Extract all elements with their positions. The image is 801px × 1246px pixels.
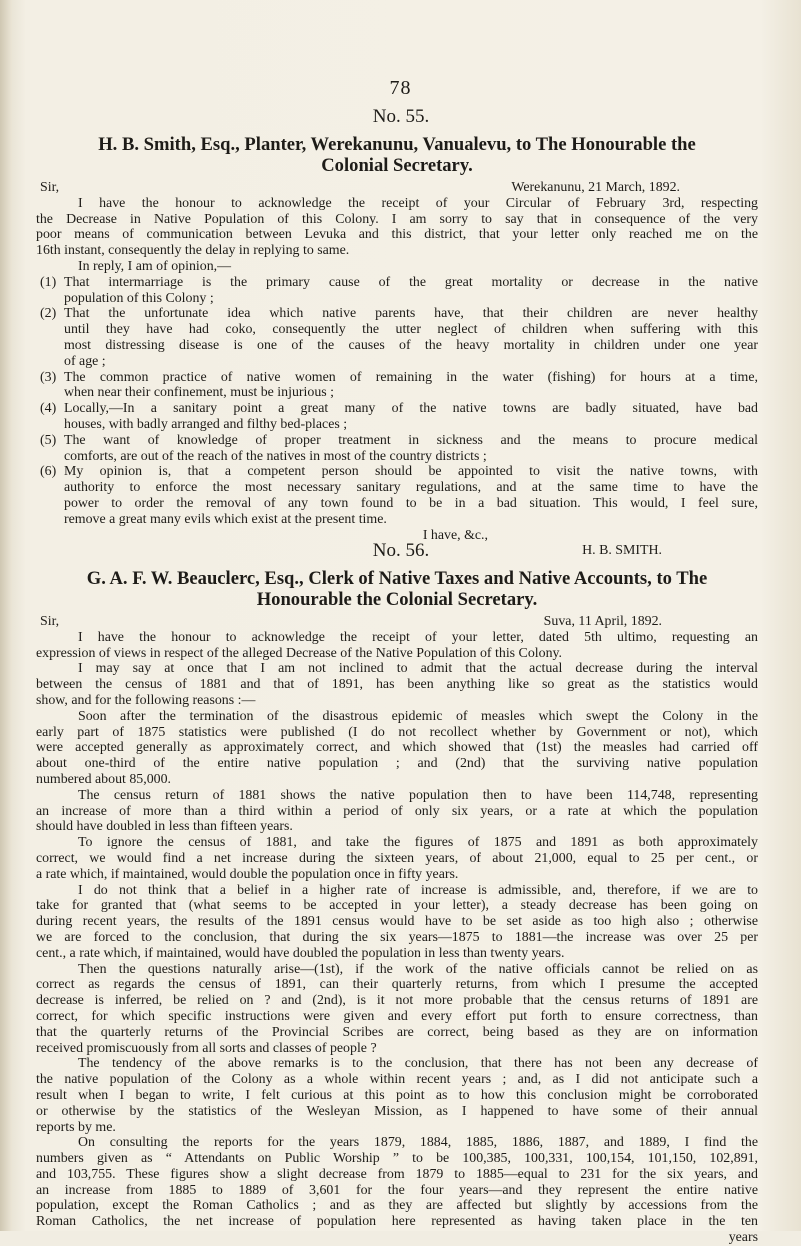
text-line: take for granted that (what seems to be accepted in your letter), a steady decrease has been going on: [36, 898, 758, 914]
letter-number: No. 56.: [372, 540, 430, 561]
item-line: The common practice of native women of remaining in the water (fishing) for hours at a time,: [64, 369, 758, 385]
letter-number: No. 55.: [372, 106, 430, 127]
text-line: an increase from 1885 to 1889 of 3,601 for the four years—and they represent the entire native: [36, 1182, 758, 1198]
text-line: show, and for the following reasons :—: [36, 692, 256, 708]
item-number: (3): [40, 369, 57, 385]
text-line: numbered about 85,000.: [36, 771, 172, 787]
intro-paragraph: [36, 196, 758, 275]
text-line: about one-third of the entire native population ; and (2nd) that the surviving native population: [36, 756, 758, 772]
item-line: until they have had coko, consequently the utter neglect of children when suffering with this: [64, 322, 758, 338]
text-line: early part of 1875 statistics were published (I do not recollect whether by Government or not), which: [36, 724, 758, 740]
item-line: That the unfortunate idea which native parents have, that their children are never healthy: [64, 306, 758, 322]
letter-55: [36, 106, 758, 559]
text-line: poor means of communication between Levuka and this district, that your letter only reached me on the: [36, 227, 758, 243]
text-line: correct, we would find a net increase during the sixteen years, of about 21,000, equal to 25 per cent., or: [36, 850, 758, 866]
text-line: between the census of 1881 and that of 1891, has been anything like so great as the statistics would: [36, 677, 758, 693]
text-line: numbers given as “ Attendants on Public Worship ” to be 100,385, 100,331, 100,154, 101,150, 102,891,: [36, 1151, 758, 1167]
item-line: That intermarriage is the primary cause of the great mortality or decrease in the native: [64, 274, 758, 290]
text-line: In reply, I am of opinion,—: [78, 258, 232, 274]
letter-title: [36, 568, 758, 610]
title-line: Colonial Secretary.: [321, 155, 473, 176]
salutation: Sir,: [40, 180, 60, 195]
salutation: Sir,: [40, 614, 60, 629]
text-line: On consulting the reports for the years 1879, 1884, 1885, 1886, 1887, and 1889, I find the: [78, 1135, 758, 1151]
text-line: Then the questions naturally arise—(1st), if the work of the native officials cannot be relied on as: [78, 961, 758, 977]
text-line: were accepted generally as approximately correct, and which showed that (1st) the measles had carried off: [36, 740, 758, 756]
text-line: cent., a rate which, if maintained, would have doubled the population in less than twenty years.: [36, 945, 565, 961]
item-number: (5): [40, 432, 57, 448]
text-line: I have the honour to acknowledge the receipt of your Circular of February 3rd, respecting: [78, 195, 758, 211]
letter-title: [36, 134, 758, 176]
text-line: Soon after the termination of the disastrous epidemic of measles which swept the Colony in the: [78, 708, 758, 724]
list-item: [36, 306, 758, 369]
item-line: of age ;: [64, 353, 106, 369]
text-line: population, except the Roman Catholics ; and as they are affected but slightly by accessions from the: [36, 1198, 758, 1214]
text-line: I have the honour to acknowledge the receipt of your letter, dated 5th ultimo, requesting an: [78, 629, 758, 645]
paragraph: [36, 709, 758, 788]
letter-56: [36, 540, 758, 1246]
place-date: Suva, 11 April, 1892.: [543, 614, 662, 629]
paragraph: [36, 661, 758, 708]
item-number: (2): [40, 306, 57, 322]
item-line: houses, with badly arranged and filthy bed-places ;: [64, 416, 348, 432]
list-item: [36, 275, 758, 307]
item-line: most distressing disease is one of the causes of the heavy mortality in children under one year: [64, 337, 758, 353]
text-line: Roman Catholics, the net increase of population here represented as having taken place in the ten: [36, 1214, 758, 1230]
place-date: Werekanunu, 21 March, 1892.: [511, 180, 680, 195]
item-line: Locally,—In a sanitary point a great many of the native towns are badly situated, have bad: [64, 401, 758, 417]
text-line: we are forced to the conclusion, that during the six years—1875 to 1881—the increase was over 25 per: [36, 929, 758, 945]
item-line: My opinion is, that a competent person should be appointed to visit the native towns, with: [64, 464, 758, 480]
text-line: should have doubled in less than fifteen years.: [36, 819, 293, 835]
text-line: a rate which, if maintained, would double the population once in fifty years.: [36, 866, 459, 882]
text-line: correct as regards the census of 1891, can their quarterly returns, from which I presume the accepted: [36, 977, 758, 993]
text-line: correct, for which specific instructions were given and every effort put forth to ensure correctness, than: [36, 1008, 758, 1024]
item-line: when near their confinement, must be injurious ;: [64, 385, 335, 401]
text-line: the native population of the Colony as a whole within recent years ; and, as I did not anticipate such a: [36, 1072, 758, 1088]
text-line: I do not think that a belief in a higher rate of increase is admissible, and, therefore, if we are to: [78, 882, 758, 898]
text-line: The tendency of the above remarks is to the conclusion, that there has not been any decrease of: [78, 1056, 758, 1072]
text-line: or otherwise by the statistics of the Wesleyan Mission, as I happened to have some of their annual: [36, 1103, 758, 1119]
text-line: that the quarterly returns of the Provincial Scribes are correct, being based as they are on information: [36, 1024, 758, 1040]
item-line: The want of knowledge of proper treatment in sickness and the means to procure medical: [64, 432, 758, 448]
text-line: decrease is inferred, be relied on ? and (2nd), is it not more probable that the census returns of 1891 are: [36, 993, 758, 1009]
text-line: during recent years, the results of the 1891 census would have to be set aside as too high also ; otherwise: [36, 914, 758, 930]
item-line: comforts, are out of the reach of the natives in most of the country districts ;: [64, 448, 487, 464]
list-item: [36, 464, 758, 527]
text-line: I may say at once that I am not inclined to admit that the actual decrease during the interval: [78, 661, 758, 677]
text-line: 16th instant, consequently the delay in replying to same.: [36, 243, 350, 259]
paragraph: [36, 788, 758, 835]
page-binding-edge: [0, 0, 12, 1231]
item-number: (1): [40, 274, 57, 290]
paragraph: [36, 962, 758, 1057]
salutation-row: [36, 180, 758, 196]
item-line: remove a great many evils which exist at the present time.: [64, 511, 387, 527]
signoff: I have, &c.,: [422, 527, 488, 543]
paragraph: [36, 883, 758, 962]
signature: H. B. SMITH.: [582, 543, 662, 559]
text-line: The census return of 1881 shows the native population then to have been 114,748, representing: [78, 787, 758, 803]
title-line: H. B. Smith, Esq., Planter, Werekanunu, Vanualevu, to The Honourable the: [98, 134, 696, 155]
page-number: 78: [389, 77, 412, 99]
text-line: and 103,755. These figures show a slight decrease from 1879 to 1885—equal to 231 for the six years, and: [36, 1166, 758, 1182]
item-line: power to order the removal of any town found to be in a bad situation. This would, I feel sure,: [64, 495, 758, 511]
title-line: G. A. F. W. Beauclerc, Esq., Clerk of Native Taxes and Native Accounts, to The: [86, 568, 708, 589]
list-item: [36, 370, 758, 402]
list-item: [36, 433, 758, 465]
text-line: the Decrease in Native Population of this Colony. I am sorry to say that in consequence of the very: [36, 211, 758, 227]
text-line: reports by me.: [36, 1119, 116, 1135]
text-line: expression of views in respect of the alleged Decrease of the Native Population of this Colony.: [36, 645, 563, 661]
paragraph: [36, 1056, 758, 1135]
item-line: population of this Colony ;: [64, 290, 214, 306]
list-item: [36, 401, 758, 433]
text-line: received promiscuously from all sorts and classes of people ?: [36, 1040, 377, 1056]
item-line: authority to enforce the most necessary sanitary regulations, and at the same time to have the: [64, 480, 758, 496]
numbered-list: [36, 275, 758, 528]
text-line: an increase of more than a third within a period of only six years, or a rate at which the population: [36, 803, 758, 819]
text-line: result when I began to write, I felt curious at this point as to how this conclusion might be corroborated: [36, 1087, 758, 1103]
salutation-row: [36, 614, 758, 630]
item-number: (4): [40, 401, 57, 417]
paragraph: [36, 835, 758, 882]
text-line: To ignore the census of 1881, and take the figures of 1875 and 1891 as both approximately: [78, 835, 758, 851]
title-line: Honourable the Colonial Secretary.: [256, 589, 538, 610]
item-number: (6): [40, 464, 57, 480]
catchword: years: [728, 1230, 758, 1246]
paragraph: [36, 1135, 758, 1230]
paragraph: [36, 630, 758, 662]
